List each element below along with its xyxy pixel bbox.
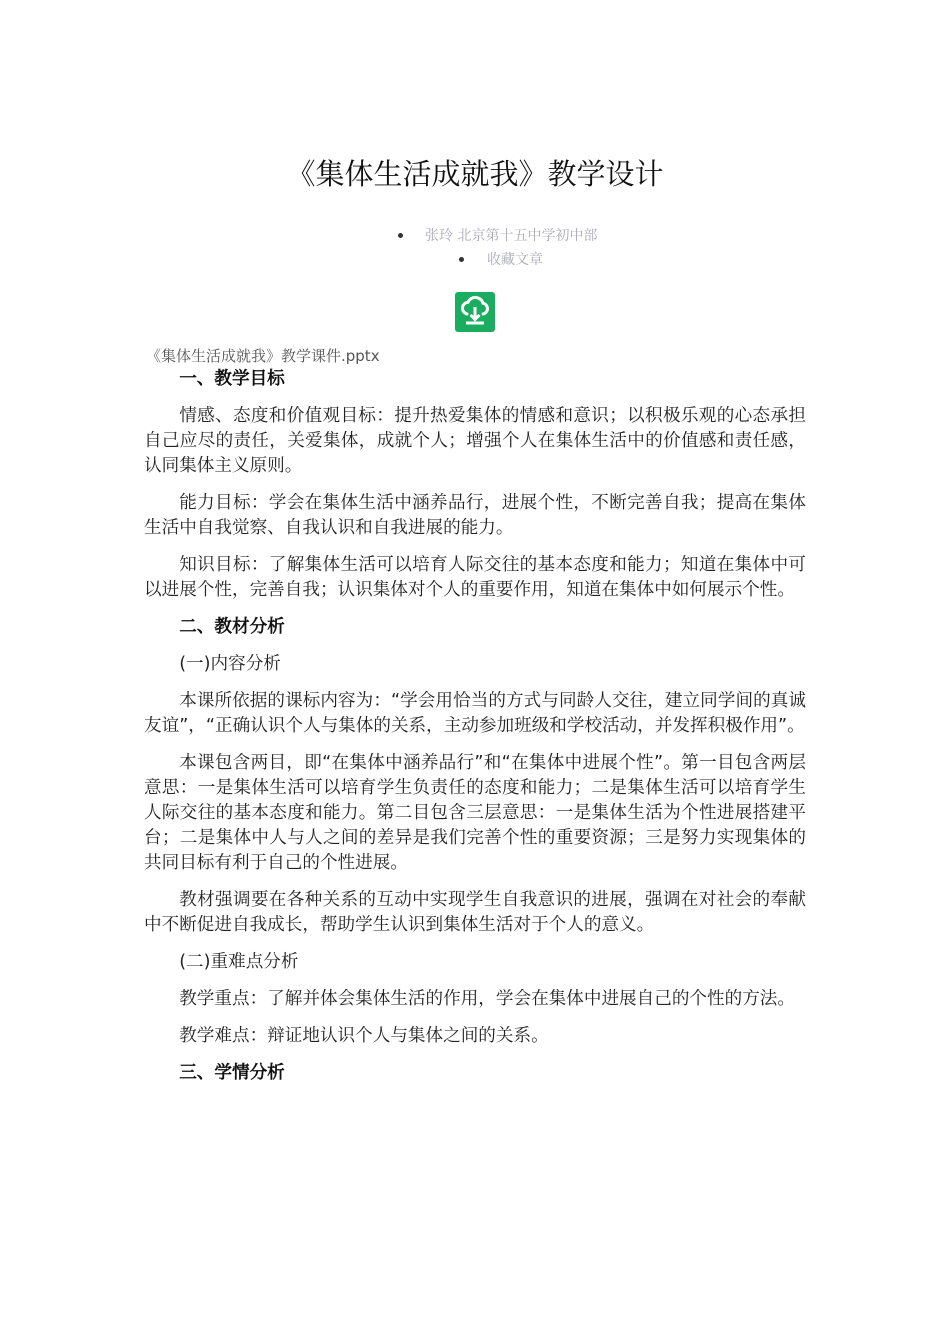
cloud-download-icon[interactable] [455,292,495,332]
subsection-heading: (二)重难点分析 [179,952,299,972]
paragraph: 教学难点：辩证地认识个人与集体之间的关系。 [179,1026,549,1046]
article-meta [0,224,950,272]
section-heading: 一、教学目标 [179,369,285,389]
paragraph: 能力目标：学会在集体生活中涵养品行，进展个性，不断完善自我；提高在集体生活中自我觉察、自我认识和自我进展的能力。 [144,493,806,538]
author-link[interactable]: 张玲 北京第十五中学初中部 [425,228,598,244]
paragraph: 本课所依据的课标内容为：“学会用恰当的方式与同龄人交往，建立同学间的真诚友谊”，“正确认识个人与集体的关系，主动参加班级和学校活动，并发挥积极作用”。 [144,691,806,736]
bullet-icon [459,257,464,262]
paragraph: 教材强调要在各种关系的互动中实现学生自我意识的进展，强调在对社会的奉献中不断促进自我成长，帮助学生认识到集体生活对于个人的意义。 [144,890,806,935]
paragraph: 知识目标：了解集体生活可以培育人际交往的基本态度和能力；知道在集体中可以进展个性，完善自我；认识集体对个人的重要作用，知道在集体中如何展示个性。 [144,555,806,600]
subsection-heading: (一)内容分析 [179,654,281,674]
paragraph: 情感、态度和价值观目标：提升热爱集体的情感和意识；以积极乐观的心态承担自己应尽的责任，关爱集体，成就个人；增强个人在集体生活中的价值感和责任感，认同集体主义原则。 [144,406,806,476]
section-heading: 二、教材分析 [179,617,285,637]
author-item [0,224,950,248]
paragraph: 本课包含两目，即“在集体中涵养品行”和“在集体中进展个性”。第一目包含两层意思：一是集体生活可以培育学生负责任的态度和能力；二是集体生活可以培育学生人际交往的基本态度和能力。第二目包含三层意思：一是集体生活为个性进展搭建平台；二是集体中人与人之间的差异是我们完善个性的重要资源；三是努力实现集体的共同目标有利于自己的个性进展。 [144,753,806,873]
favorite-item [0,248,950,272]
bullet-icon [398,233,403,238]
paragraph: 教学重点：了解并体会集体生活的作用，学会在集体中进展自己的个性的方法。 [179,989,795,1009]
attachment-link[interactable]: 《集体生活成就我》教学课件.pptx [146,347,380,365]
section-heading: 三、学情分析 [179,1063,285,1083]
favorite-link[interactable]: 收藏文章 [487,252,543,268]
article-title: 《集体生活成就我》教学设计 [286,157,664,191]
article-body [144,367,806,1086]
